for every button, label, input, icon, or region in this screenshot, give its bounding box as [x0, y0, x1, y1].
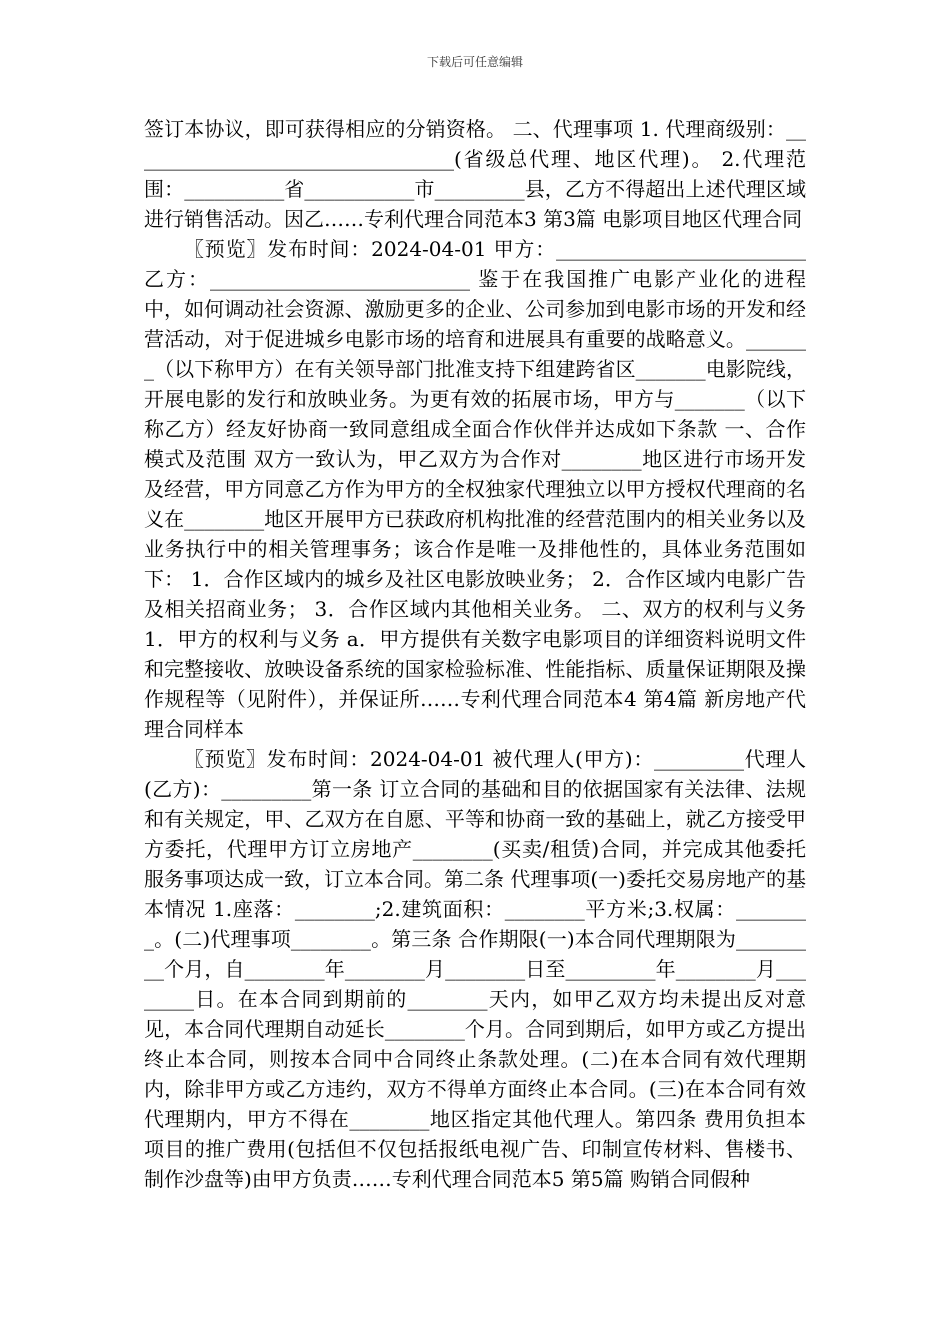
paragraph-1: 签订本协议，即可获得相应的分销资格。 二、代理事项 1. 代理商级别：_________________________________(省级总代理、地区代理)。 2.代理范围：__________省___________市_________县，乙方不得超出上述代理区域进行销售活动。因乙……专利代理合同范本3 第3篇 电影项目地区代理合同 — [144, 117, 806, 231]
document-body — [144, 114, 806, 1194]
paragraph-2: 〖预览〗发布时间：2024-04-01 甲方：_________________________ 乙方：__________________________ 鉴于在我国推广电影产业化的进程中，如何调动社会资源、激励更多的企业、公司参加到电影市场的开发和经营活动，对于促进城乡电影市场的培育和进展具有重要的战略意义。_______（以下称甲方）在有关领导部门批准支持下组建跨省区_______电影院线，开展电影的发行和放映业务。为更有效的拓展市场，甲方与_______（以下称乙方）经友好协商一致同意组成全面合作伙伴并达成如下条款 一、合作模式及范围 双方一致认为，甲乙双方为合作对________地区进行市场开发及经营，甲方同意乙方作为甲方的全权独家代理独立以甲方授权代理商的名义在________地区开展甲方已获政府机构批准的经营范围内的相关业务以及业务执行中的相关管理事务；该合作是唯一及排他性的，具体业务范围如下： 1．合作区域内的城乡及社区电影放映业务； 2．合作区域内电影广告及相关招商业务； 3．合作区域内其他相关业务。 二、双方的权利与义务 1．甲方的权利与义务 a．甲方提供有关数字电影项目的详细资料说明文件和完整接收、放映设备系统的国家检验标准、性能指标、质量保证期限及操作规程等（见附件），并保证所……专利代理合同范本4 第4篇 新房地产代理合同样本 — [144, 237, 806, 741]
paragraph-3: 〖预览〗发布时间：2024-04-01 被代理人(甲方)：_________代理人(乙方)：_________第一条 订立合同的基础和目的依据国家有关法律、法规和有关规定，甲、乙双方在自愿、平等和协商一致的基础上，就乙方接受甲方委托，代理甲方订立房地产________(买卖/租赁)合同，并完成其他委托服务事项达成一致，订立本合同。第二条 代理事项(一)委托交易房地产的基本情况 1.座落：________;2.建筑面积：________平方米;3.权属：________。(二)代理事项________。第三条 合作期限(一)本合同代理期限为_________个月，自________年________月________日至_________年________月________日。在本合同到期前的________天内，如甲乙双方均未提出反对意见，本合同代理期自动延长________个月。合同到期后，如甲方或乙方提出终止本合同，则按本合同中合同终止条款处理。(二)在本合同有效代理期内，除非甲方或乙方违约，双方不得单方面终止本合同。(三)在本合同有效代理期内，甲方不得在________地区指定其他代理人。第四条 费用负担本项目的推广费用(包括但不仅包括报纸电视广告、印制宣传材料、售楼书、制作沙盘等)由甲方负责……专利代理合同范本5 第5篇 购销合同假种 — [144, 747, 806, 1191]
page-header: 下载后可任意编辑 — [426, 55, 523, 69]
